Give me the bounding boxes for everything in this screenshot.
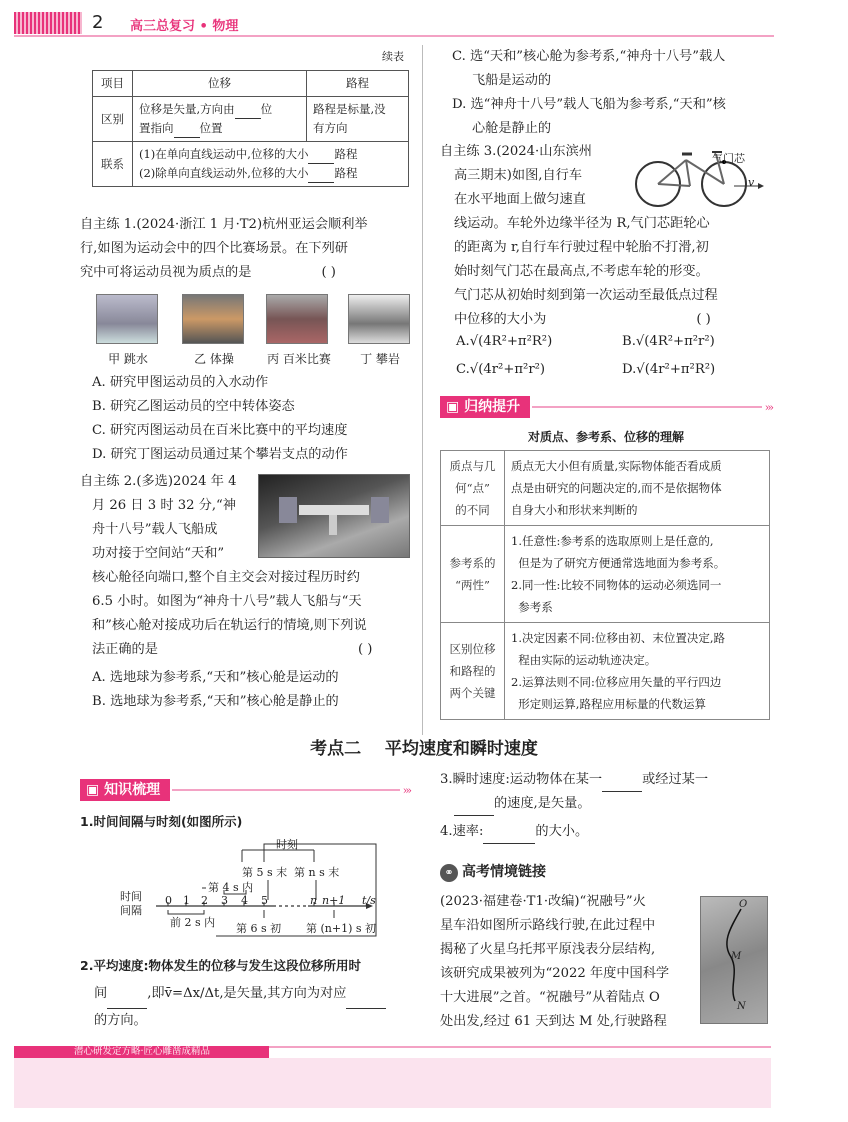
option-b: B. 选地球为参考系,“天和”核心舱是静止的 (92, 694, 339, 709)
book-icon: ▣ (86, 782, 105, 798)
book-title: 高三总复习 • 物理 (130, 19, 239, 34)
question-line: 舟十八号”载人飞船成 (92, 522, 218, 537)
ex2-options-left (92, 666, 339, 714)
option-c: C.√(4r²+π²r²) (456, 362, 546, 377)
photo-caption: 丙 百米比赛 (267, 352, 331, 366)
row-label: 联系 (93, 142, 133, 187)
table-header: 项目 (93, 71, 133, 97)
table-cell: 路程是标量,没 有方向 (307, 97, 409, 142)
question-line: 和”核心舱对接成功后在轨运行的情境,则下列说 (92, 618, 367, 633)
photo-sprint (266, 294, 328, 344)
section-title: 考点二 平均速度和瞬时速度 (310, 739, 538, 759)
question-line: 高三期末)如图,自行车 (454, 168, 583, 183)
option-c: C. 研究丙图运动员在百米比赛中的平均速度 (92, 423, 348, 438)
summary-table-title: 对质点、参考系、位移的理解 (527, 430, 684, 444)
label-4s-in: 第 4 s 内 (208, 881, 254, 894)
summary-icon: ▣ (446, 399, 465, 415)
map-label: O (739, 899, 748, 910)
question-line: 6.5 小时。如图为“神舟十八号”载人飞船与“天 (92, 594, 362, 609)
context-paragraph: (2023·福建卷·T1·改编)“祝融号”火 星车沿如图所示路线行驶,在此过程中 揭秘了火星乌托邦平原浅表分层结构, 该研究成果被列为“2022 年度中国科学 十大进展”之首。“祝融号”从着陆点 O 处出发,经过 61 天到达 M 处,行驶路程 (440, 894, 670, 1029)
summary-header (440, 396, 772, 418)
header-rule (14, 35, 774, 37)
bicycle-figure (626, 140, 766, 210)
question-line: 自主练 3.(2024·山东滨州 (440, 144, 592, 159)
timeline-figure (116, 836, 386, 948)
exercise-1 (80, 213, 368, 285)
label-6s-start: 第 6 s 初 (236, 922, 282, 935)
axis-unit: t/s (362, 894, 376, 907)
option-d: D. 研究丁图运动员通过某个攀岩支点的动作 (92, 447, 348, 462)
option-d-cont: 心舱是静止的 (472, 121, 552, 136)
question-line: 月 26 日 3 时 32 分,“神 (92, 498, 236, 513)
map-label: N (737, 1001, 746, 1012)
question-line: 气门芯从初始时刻到第一次运动至最低点过程 (454, 288, 718, 303)
ex1-options (92, 371, 348, 467)
link-icon: ⚭ (440, 864, 458, 882)
row-body: 1.任意性:参考系的选取原则上是任意的, 但是为了研究方便通常选地面为参考系。 2.同一性:比较不同物体的运动必须选同一 参考系 (505, 526, 770, 623)
label-shike: 时刻 (276, 838, 298, 851)
photo-climbing (348, 294, 410, 344)
item-2: 2.平均速度:物体发生的位移与发生这段位移所用时 间 ,即v̄=Δx/Δt,是矢量,其方向为对应 的方向。 (80, 954, 420, 1033)
tick-label: n (310, 894, 318, 907)
question-line: 行,如图为运动会中的四个比赛场景。在下列研 (80, 241, 348, 256)
arrows-icon: ››› (402, 783, 410, 797)
question-line: 功对接于空间站“天和” (92, 546, 225, 561)
option-a: A.√(4R²+π²R²) (456, 334, 553, 349)
label-jiange: 间隔 (120, 904, 142, 917)
option-d: D.√(4r²+π²R²) (622, 362, 716, 377)
photo-caption: 丁 攀岩 (360, 352, 400, 366)
label-shijian: 时间 (120, 890, 142, 903)
item-1: 1.时间间隔与时刻(如图所示) (80, 814, 243, 829)
arrows-icon: ››› (764, 400, 772, 414)
photo-gymnastics (182, 294, 244, 344)
knowledge-title: ▣ 知识梳理 (80, 779, 170, 801)
row-body: 1.决定因素不同:位移由初、末位置决定,路 程由实际的运动轨迹决定。 2.运算法则不同:位移应用矢量的平行四边 形定则运算,路程应用标量的代数运算 (505, 623, 770, 720)
footer-slogan: 潜心研发定方略·匠心雕凿成精品 (14, 1046, 269, 1058)
photo-caption: 乙 体操 (194, 352, 234, 366)
header-decoration (14, 12, 82, 34)
link-header: ⚭ 高考情境链接 (440, 860, 546, 884)
item-3: 3.瞬时速度:运动物体在某一 或经过某一 的速度,是矢量。 4.速率: 的大小。 (440, 768, 780, 844)
average-velocity-formula: v̄=Δx/Δt (164, 986, 220, 1001)
photo-diving (96, 294, 158, 344)
option-a: A. 研究甲图运动员的入水动作 (92, 375, 269, 390)
option-d: D. 选“神舟十八号”载人飞船为参考系,“天和”核 (452, 97, 726, 112)
question-line: 始时刻气门芯在最高点,不考虑车轮的形变。 (454, 264, 709, 279)
displacement-table (92, 70, 409, 187)
ex2-options-right (452, 45, 726, 141)
option-b: B.√(4R²+π²r²) (622, 334, 715, 349)
map-label: M (731, 951, 742, 962)
option-c: C. 选“天和”核心舱为参考系,“神舟十八号”载人 (452, 49, 726, 64)
knowledge-header (80, 779, 410, 801)
row-head: 区别位移 和路程的 两个关键 (441, 623, 505, 720)
valve-label: 气门芯 (712, 152, 745, 165)
table-header: 位移 (133, 71, 307, 97)
question-line: 自主练 1.(2024·浙江 1 月·T2)杭州亚运会顺利举 (80, 217, 368, 232)
label-2s-in: 前 2 s 内 (170, 916, 216, 929)
row-head: 参考系的 “两性” (441, 526, 505, 623)
continued-label: 续表 (382, 50, 404, 63)
option-c-cont: 飞船是运动的 (472, 73, 552, 88)
label-n1s-start: 第 (n+1) s 初 (306, 922, 377, 935)
question-line: 究中可将运动员视为质点的是 ( ) (80, 265, 336, 280)
table-cell: 位移是矢量,方向由 位 置指向 位置 (133, 97, 307, 142)
table-header: 路程 (307, 71, 409, 97)
summary-title: ▣ 归纳提升 (440, 396, 530, 418)
question-line: 线运动。车轮外边缘半径为 R,气门芯距轮心 (454, 216, 710, 231)
tick-label: 4 (241, 894, 248, 907)
question-line: 法正确的是 ( ) (92, 642, 373, 657)
photo-space-station (258, 474, 410, 558)
page-number: 2 (92, 12, 104, 33)
row-body: 质点无大小但有质量,实际物体能否看成质 点是由研究的问题决定的,而不是依据物体 自身大小和形状来判断的 (505, 451, 770, 526)
question-line: 在水平地面上做匀速直 (454, 192, 586, 207)
tick-label: n+1 (322, 894, 346, 907)
row-label: 区别 (93, 97, 133, 142)
table-cell: (1)在单向直线运动中,位移的大小 路程 (2)除单向直线运动外,位移的大小 路程 (133, 142, 409, 187)
tick-label: 5 (261, 894, 268, 907)
option-a: A. 选地球为参考系,“天和”核心舱是运动的 (92, 670, 339, 685)
item-4: 4.速率: 的大小。 (440, 820, 780, 844)
photo-caption: 甲 跳水 (108, 352, 148, 366)
summary-table (440, 450, 770, 720)
footer-band (14, 1058, 771, 1108)
tick-label: 0 (165, 894, 172, 907)
tick-label: 1 (183, 894, 190, 907)
question-line: 核心舱径向端口,整个自主交会对接过程历时约 (92, 570, 360, 585)
option-b: B. 研究乙图运动员的空中转体姿态 (92, 399, 295, 414)
tick-label: 3 (221, 894, 228, 907)
row-head: 质点与几 何“点” 的不同 (441, 451, 505, 526)
question-line: 的距离为 r,自行车行驶过程中轮胎不打滑,初 (454, 240, 709, 255)
velocity-label: v (748, 176, 755, 189)
label-ns-end: 第 n s 末 (294, 866, 340, 879)
column-divider (422, 45, 423, 735)
mars-route-map (700, 896, 768, 1024)
question-line: 自主练 2.(多选)2024 年 4 (80, 474, 237, 489)
tick-label: 2 (201, 894, 208, 907)
question-line: 中位移的大小为 ( ) (454, 312, 711, 327)
label-5s-end: 第 5 s 末 (242, 866, 288, 879)
